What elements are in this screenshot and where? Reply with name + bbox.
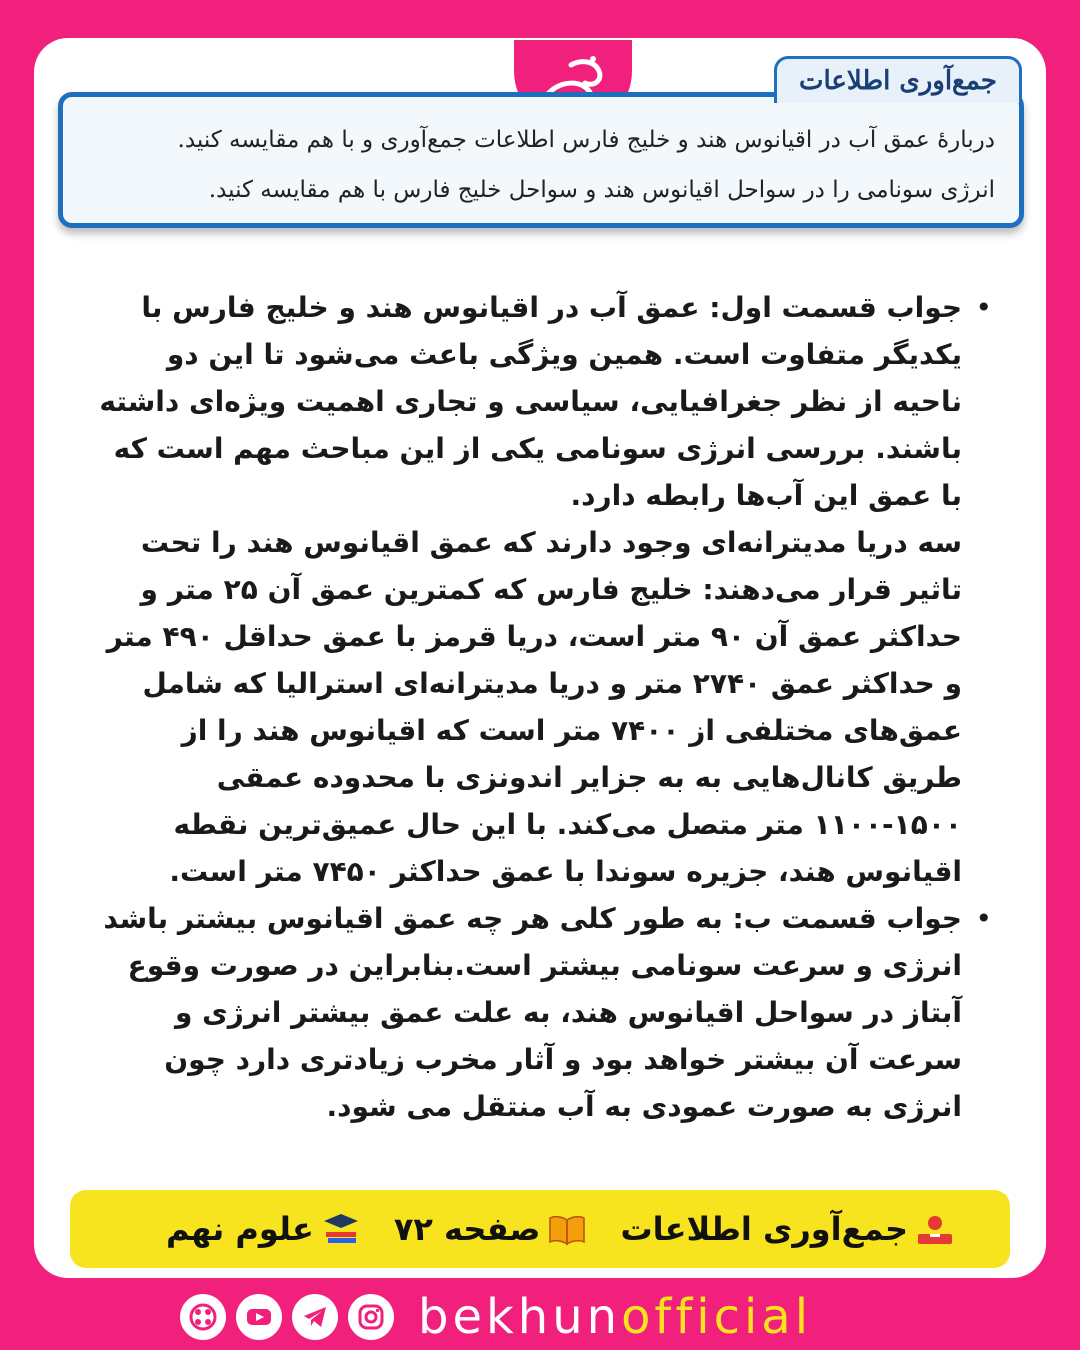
bullet-icon: • — [975, 902, 992, 935]
book-icon — [548, 1212, 586, 1246]
footer-topic — [620, 1210, 954, 1248]
bullet-icon: • — [975, 291, 992, 324]
textbook-excerpt — [52, 52, 1030, 236]
footer-page-label: صفحه ۷۲ — [393, 1210, 541, 1248]
textbook-box — [58, 92, 1024, 228]
answer-part-2-text: جواب قسمت ب: به طور کلی هر چه عمق اقیانوس بیشتر باشد انرژی و سرعت سونامی بیشتر است.بنابراین در صورت وقوع آبتاز در سواحل اقیانوس هند، به علت عمق بیشتر انرژی و سرعت آن بیشتر خواهد بود و آثار مخرب زیادتری دارد چون انرژی به صورت عمودی به آب منتقل می شود. — [103, 902, 962, 1123]
answer-section — [96, 284, 992, 1130]
brand-handle[interactable] — [418, 1290, 812, 1344]
textbook-heading: جمع‌آوری اطلاعات — [774, 56, 1022, 103]
telegram-link[interactable] — [292, 1294, 338, 1340]
answer-part-1-details: سه دریا مدیترانه‌ای وجود دارند که عمق اقیانوس هند را تحت تاثیر قرار می‌دهند: خلیج فارس که کمترین عمق آن ۲۵ متر و حداکثر عمق آن ۹۰ متر است، دریا قرمز با عمق حداقل ۴۹۰ متر و حداکثر عمق ۲۷۴۰ متر و دریا مدیترانه‌ای استرالیا که شامل عمق‌های مختلفی از ۷۴۰۰ متر است که اقیانوس هند را از طریق کانال‌هایی به به جزایر اندونزی با محدوده عمقی ۱۵۰۰-۱۱۰۰ متر متصل می‌کند. با این حال عمیق‌ترین نقطه اقیانوس هند، جزیره سوندا با عمق حداکثر ۷۴۵۰ متر است. — [106, 526, 962, 888]
instagram-link[interactable] — [348, 1294, 394, 1340]
aparat-link[interactable] — [180, 1294, 226, 1340]
youtube-icon — [244, 1302, 274, 1332]
textbook-line: دربارهٔ عمق آب در اقیانوس هند و خلیج فارس اطلاعات جمع‌آوری و با هم مقایسه کنید. — [177, 127, 995, 153]
brand-part-1: bekhun — [418, 1289, 622, 1345]
footer-page — [394, 1210, 587, 1248]
answer-part-2 — [96, 895, 992, 1130]
instagram-icon — [356, 1302, 386, 1332]
graduation-books-icon — [322, 1212, 360, 1246]
aparat-icon — [188, 1302, 218, 1332]
social-bar — [180, 1290, 812, 1344]
footer-subject-label: علوم نهم — [166, 1210, 314, 1248]
footer-subject — [166, 1210, 360, 1248]
answer-part-1-intro: جواب قسمت اول: عمق آب در اقیانوس هند و خلیج فارس با یکدیگر متفاوت است. همین ویژگی باعث می‌شود تا این دو ناحیه از نظر جغرافیایی، سیاسی و تجاری اهمیت ویژه‌ای داشته باشند. بررسی انرژی سونامی یکی از این مباحث مهم است که با عمق این آب‌ها رابطه دارد. — [99, 291, 962, 512]
brand-part-2: official — [621, 1289, 813, 1345]
footer-topic-label: جمع‌آوری اطلاعات — [620, 1210, 908, 1248]
answer-part-1 — [96, 284, 992, 895]
teacher-icon — [916, 1212, 954, 1246]
telegram-icon — [300, 1302, 330, 1332]
textbook-line: انرژی سونامی را در سواحل اقیانوس هند و سواحل خلیج فارس با هم مقایسه کنید. — [208, 177, 995, 203]
youtube-link[interactable] — [236, 1294, 282, 1340]
footer-info-bar — [70, 1190, 1010, 1268]
